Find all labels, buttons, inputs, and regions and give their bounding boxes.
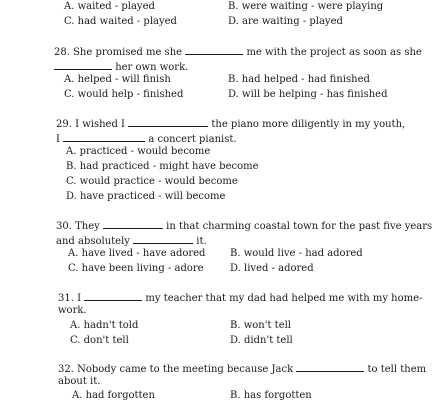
- q28-option-b: B. had helped - had finished: [228, 74, 370, 85]
- q29-stem-line1: [56, 116, 405, 131]
- q28-stem-line2: [54, 59, 188, 74]
- q29-option-d: D. have practiced - will become: [66, 191, 226, 202]
- q27-option-d: D. are waiting - played: [228, 16, 343, 27]
- q31-stem-line2: [58, 305, 87, 317]
- q31-option-d: D. didn't tell: [230, 335, 293, 346]
- q31-option-b: B. won't tell: [230, 320, 292, 331]
- q29-text-part3: I: [56, 134, 60, 145]
- q28-blank-2: [54, 59, 112, 70]
- q31-text-part3: work.: [58, 305, 87, 316]
- q29-option-a: A. practiced - would become: [66, 146, 211, 157]
- q30-text-part2: in that charming coastal town for the past five years: [166, 221, 432, 232]
- q32-blank-1: [296, 361, 364, 372]
- q32-option-b: B. has forgotten: [230, 390, 312, 401]
- q28-option-c: C. would help - finished: [64, 89, 184, 100]
- q31-blank-1: [84, 290, 142, 301]
- q29-text-part1: 29. I wished I: [56, 119, 125, 130]
- q30-stem-line2: [56, 233, 207, 248]
- q29-stem-line2: [56, 131, 237, 146]
- q29-blank-1: [128, 116, 208, 127]
- q28-text-part2: me with the project as soon as she: [246, 47, 422, 58]
- q29-blank-2: [63, 131, 145, 142]
- q32-option-a: A. had forgotten: [72, 390, 155, 401]
- q31-stem-line1: [58, 290, 422, 305]
- q30-text-part1: 30. They: [56, 221, 100, 232]
- q32-text-part1: 32. Nobody came to the meeting because Jack: [58, 364, 294, 375]
- q28-option-d: D. will be helping - has finished: [228, 89, 388, 100]
- q29-text-part2: the piano more diligently in my youth,: [211, 119, 406, 130]
- q30-blank-1: [103, 218, 163, 229]
- q30-blank-2: [133, 233, 193, 244]
- q31-text-part1: 31. I: [58, 293, 82, 304]
- q31-option-c: C. don't tell: [70, 335, 129, 346]
- q30-text-part4: it.: [196, 236, 207, 247]
- q32-text-part2: to tell them: [367, 364, 427, 375]
- q31-text-part2: my teacher that my dad had helped me with my home-: [145, 293, 423, 304]
- q27-option-b: B. were waiting - were playing: [228, 1, 384, 12]
- q28-stem-line1: [54, 44, 422, 59]
- q30-option-b: B. would live - had adored: [230, 248, 363, 259]
- q30-option-a: A. have lived - have adored: [68, 248, 206, 259]
- q27-option-c: C. had waited - played: [64, 16, 177, 27]
- q28-text-part1: 28. She promised me she: [54, 47, 183, 58]
- q30-option-d: D. lived - adored: [230, 263, 314, 274]
- q27-option-a: A. waited - played: [64, 1, 155, 12]
- q28-option-a: A. helped - will finish: [64, 74, 171, 85]
- q30-option-c: C. have been living - adore: [68, 263, 204, 274]
- q30-text-part3: and absolutely: [56, 236, 130, 247]
- q28-text-part3: her own work.: [115, 62, 189, 73]
- q28-blank-1: [185, 44, 243, 55]
- q31-option-a: A. hadn't told: [70, 320, 139, 331]
- q29-text-part4: a concert pianist.: [148, 134, 237, 145]
- q30-stem-line1: [56, 218, 432, 233]
- q32-stem-line2: [58, 376, 100, 388]
- q29-option-b: B. had practiced - might have become: [66, 161, 259, 172]
- q29-option-c: C. would practice - would become: [66, 176, 238, 187]
- q32-text-part3: about it.: [58, 376, 101, 387]
- q32-stem-line1: [58, 361, 426, 376]
